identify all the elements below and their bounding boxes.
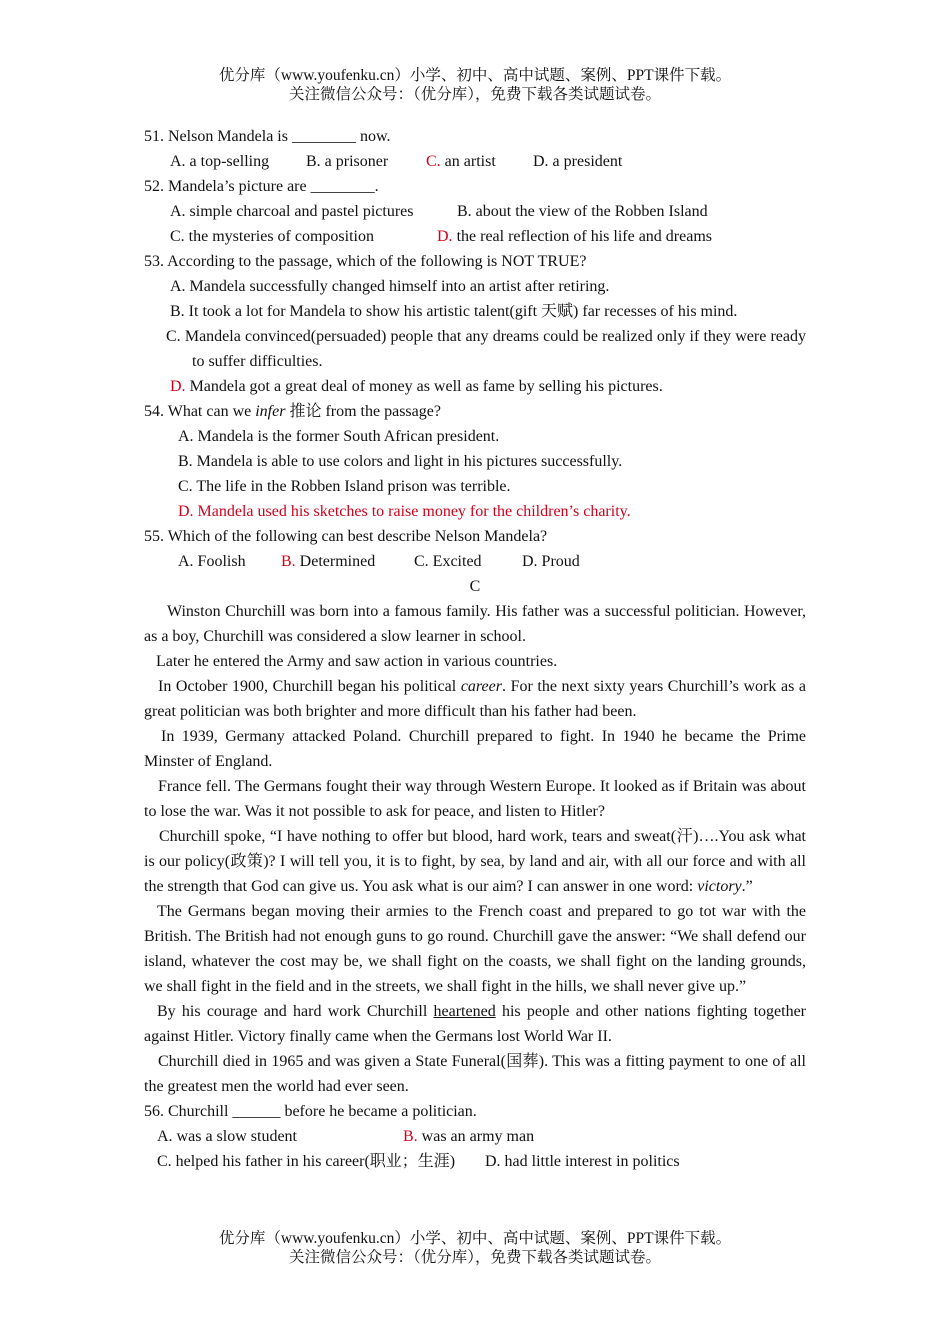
question-51-stem: 51. Nelson Mandela is ________ now. — [144, 128, 391, 145]
q52-option-b: B. about the view of the Robben Island — [457, 203, 708, 220]
q56-option-c: C. helped his father in his career(职业；生涯) — [157, 1153, 456, 1170]
passage-paragraph-9: Churchill died in 1965 and was given a State Funeral(国葬). This was a fitting payment to one of all the greatest men the world had ever seen. — [144, 1053, 806, 1095]
header-line-2: 关注微信公众号：（优分库），免费下载各类试题试卷。 — [288, 86, 661, 103]
p8-end: his people and other nations fighting together against Hitler. Victory finally came when the Germans lost World War II. — [144, 1003, 806, 1045]
q52-answer-letter: D. — [437, 228, 453, 245]
q51-option-a: A. a top-selling — [170, 153, 270, 170]
q52-option-d — [437, 224, 712, 249]
question-52-stem: 52. Mandela’s picture are ________. — [144, 178, 379, 195]
passage-paragraph-6 — [144, 824, 806, 899]
question-55-stem: 55. Which of the following can best describe Nelson Mandela? — [144, 528, 548, 545]
q53-option-d-text: Mandela got a great deal of money as well as fame by selling his pictures. — [185, 378, 663, 395]
q53-option-c: C. Mandela convinced(persuaded) people that any dreams could be realized only if they were ready to suffer difficulties. — [166, 328, 806, 370]
q51-option-c — [426, 149, 496, 174]
question-53-stem: 53. According to the passage, which of the following is NOT TRUE? — [144, 253, 587, 270]
q54-stem-end: 推论 from the passage? — [285, 403, 441, 420]
header-line-1: 优分库（www.youfenku.cn）小学、初中、高中试题、案例、PPT课件下载。 — [218, 67, 732, 84]
question-51-options — [144, 149, 806, 174]
q51-option-d: D. a president — [533, 153, 623, 170]
footer-line-2: 关注微信公众号：（优分库），免费下载各类试题试卷。 — [288, 1249, 661, 1266]
p8-start: By his courage and hard work Churchill — [157, 1003, 434, 1020]
q54-option-a: A. Mandela is the former South African president. — [178, 428, 500, 445]
page-footer — [0, 1229, 950, 1267]
question-54-stem — [144, 399, 806, 424]
p6-start: Churchill spoke, “I have nothing to offer but blood, hard work, tears and sweat(汗)….You ask what is our policy(政策)? I will tell you, it is to fight, by sea, by land and air, with all our force and with all the strength that God can give us. You ask what is our aim? I can answer in one word: — [144, 828, 806, 895]
passage-paragraph-2: Later he entered the Army and saw action in various countries. — [156, 653, 558, 670]
q55-option-b-text: Determined — [295, 553, 376, 570]
q51-option-b: B. a prisoner — [306, 153, 389, 170]
q53-option-b: B. It took a lot for Mandela to show his artistic talent(gift 天赋) far recesses of his mind. — [170, 303, 738, 320]
q53-answer-letter: D. — [170, 378, 186, 395]
passage-paragraph-3 — [144, 674, 806, 724]
q55-option-d: D. Proud — [522, 553, 580, 570]
p3-emphasis: career — [460, 678, 502, 695]
document-body — [144, 124, 806, 1174]
q56-option-b — [403, 1124, 534, 1149]
q52-option-c: C. the mysteries of composition — [170, 228, 374, 245]
q52-option-a: A. simple charcoal and pastel pictures — [170, 203, 414, 220]
question-55-options — [144, 549, 806, 574]
p8-underlined-word: heartened — [433, 1003, 496, 1020]
q55-option-a: A. Foolish — [178, 553, 246, 570]
q54-stem-emphasis: infer — [255, 403, 286, 420]
question-52-options-row2 — [144, 224, 806, 249]
p6-end: .” — [741, 878, 753, 895]
q54-stem-start: 54. What can we — [144, 403, 256, 420]
q51-answer-letter: C. — [426, 153, 441, 170]
footer-line-1: 优分库（www.youfenku.cn）小学、初中、高中试题、案例、PPT课件下载。 — [218, 1230, 732, 1247]
q55-option-c: C. Excited — [414, 553, 482, 570]
q56-option-b-text: was an army man — [417, 1128, 535, 1145]
q56-option-d: D. had little interest in politics — [485, 1153, 680, 1170]
q55-answer-letter: B. — [281, 553, 296, 570]
question-56-options-row1 — [144, 1124, 806, 1149]
p3-end: . For the next sixty years Churchill’s work as a great politician was both brighter and more difficult than his father had been. — [144, 678, 806, 720]
q54-option-b: B. Mandela is able to use colors and light in his pictures successfully. — [178, 453, 623, 470]
p6-emphasis: victory — [697, 878, 742, 895]
question-56-stem: 56. Churchill ______ before he became a politician. — [144, 1103, 477, 1120]
q55-option-b — [281, 549, 375, 574]
q52-option-d-text: the real reflection of his life and dreams — [452, 228, 713, 245]
q53-option-d — [144, 374, 806, 399]
q56-option-a: A. was a slow student — [157, 1128, 297, 1145]
passage-paragraph-1: Winston Churchill was born into a famous family. His father was a successful politician. However, as a boy, Churchill was considered a slow learner in school. — [144, 603, 806, 645]
q54-option-c: C. The life in the Robben Island prison was terrible. — [178, 478, 511, 495]
p3-start: In October 1900, Churchill began his political — [158, 678, 461, 695]
passage-paragraph-8 — [144, 999, 806, 1049]
question-52-options-row1 — [144, 199, 806, 224]
question-56-options-row2 — [144, 1149, 806, 1174]
passage-paragraph-7: The Germans began moving their armies to the French coast and prepared to go tot war with the British. The British had not enough guns to go round. Churchill gave the answer: “We shall defend our island, whatever the cost may be, we shall fight on the coasts, we shall fight on the landing grounds, we shall fight in the field and in the streets, we shall fight in the hills, we shall never give up.” — [144, 903, 806, 995]
q51-option-c-text: an artist — [440, 153, 496, 170]
passage-paragraph-5: France fell. The Germans fought their way through Western Europe. It looked as if Britain was about to lose the war. Was it not possible to ask for peace, and listen to Hitler? — [144, 778, 806, 820]
q54-option-d-answer: D. Mandela used his sketches to raise money for the children’s charity. — [178, 503, 631, 520]
q56-answer-letter: B. — [403, 1128, 418, 1145]
section-label: C — [469, 578, 481, 595]
page-header — [0, 66, 950, 104]
passage-paragraph-4: In 1939, Germany attacked Poland. Churchill prepared to fight. In 1940 he became the Prime Minster of England. — [144, 728, 806, 770]
q53-option-a: A. Mandela successfully changed himself into an artist after retiring. — [170, 278, 610, 295]
